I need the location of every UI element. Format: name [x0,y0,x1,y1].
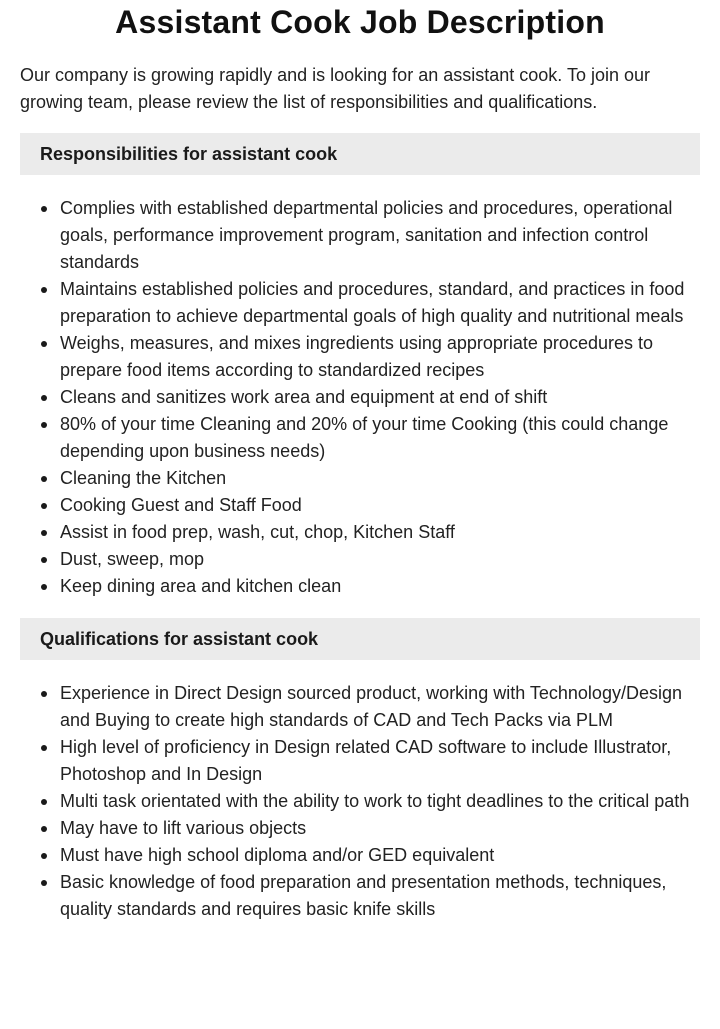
qualifications-heading: Qualifications for assistant cook [40,628,319,649]
qualifications-list [20,680,700,923]
list-item: Maintains established policies and procedures, standard, and practices in food preparation to achieve departmental goals of high quality and nutritional meals [60,276,700,330]
responsibilities-heading: Responsibilities for assistant cook [40,143,338,164]
intro-paragraph: Our company is growing rapidly and is looking for an assistant cook. To join our growing team, please review the list of responsibilities and qualifications. [20,65,650,112]
list-item: Weighs, measures, and mixes ingredients using appropriate procedures to prepare food items according to standardized recipes [60,330,700,384]
list-item: Assist in food prep, wash, cut, chop, Kitchen Staff [60,519,700,546]
page-title: Assistant Cook Job Description [115,4,605,40]
list-item: Cleans and sanitizes work area and equipment at end of shift [60,384,700,411]
list-item: Dust, sweep, mop [60,546,700,573]
list-item: Cleaning the Kitchen [60,465,700,492]
list-item: May have to lift various objects [60,815,700,842]
list-item: Multi task orientated with the ability to work to tight deadlines to the critical path [60,788,700,815]
list-item: Cooking Guest and Staff Food [60,492,700,519]
qualifications-section-header [20,618,700,660]
list-item: Must have high school diploma and/or GED equivalent [60,842,700,869]
list-item: High level of proficiency in Design related CAD software to include Illustrator, Photoshop and In Design [60,734,700,788]
list-item: Experience in Direct Design sourced product, working with Technology/Design and Buying to create high standards of CAD and Tech Packs via PLM [60,680,700,734]
list-item: Complies with established departmental policies and procedures, operational goals, performance improvement program, sanitation and infection control standards [60,195,700,276]
responsibilities-section-header [20,133,700,175]
list-item: Keep dining area and kitchen clean [60,573,700,600]
list-item: Basic knowledge of food preparation and presentation methods, techniques, quality standards and requires basic knife skills [60,869,700,923]
responsibilities-list [20,195,700,600]
list-item: 80% of your time Cleaning and 20% of your time Cooking (this could change depending upon business needs) [60,411,700,465]
